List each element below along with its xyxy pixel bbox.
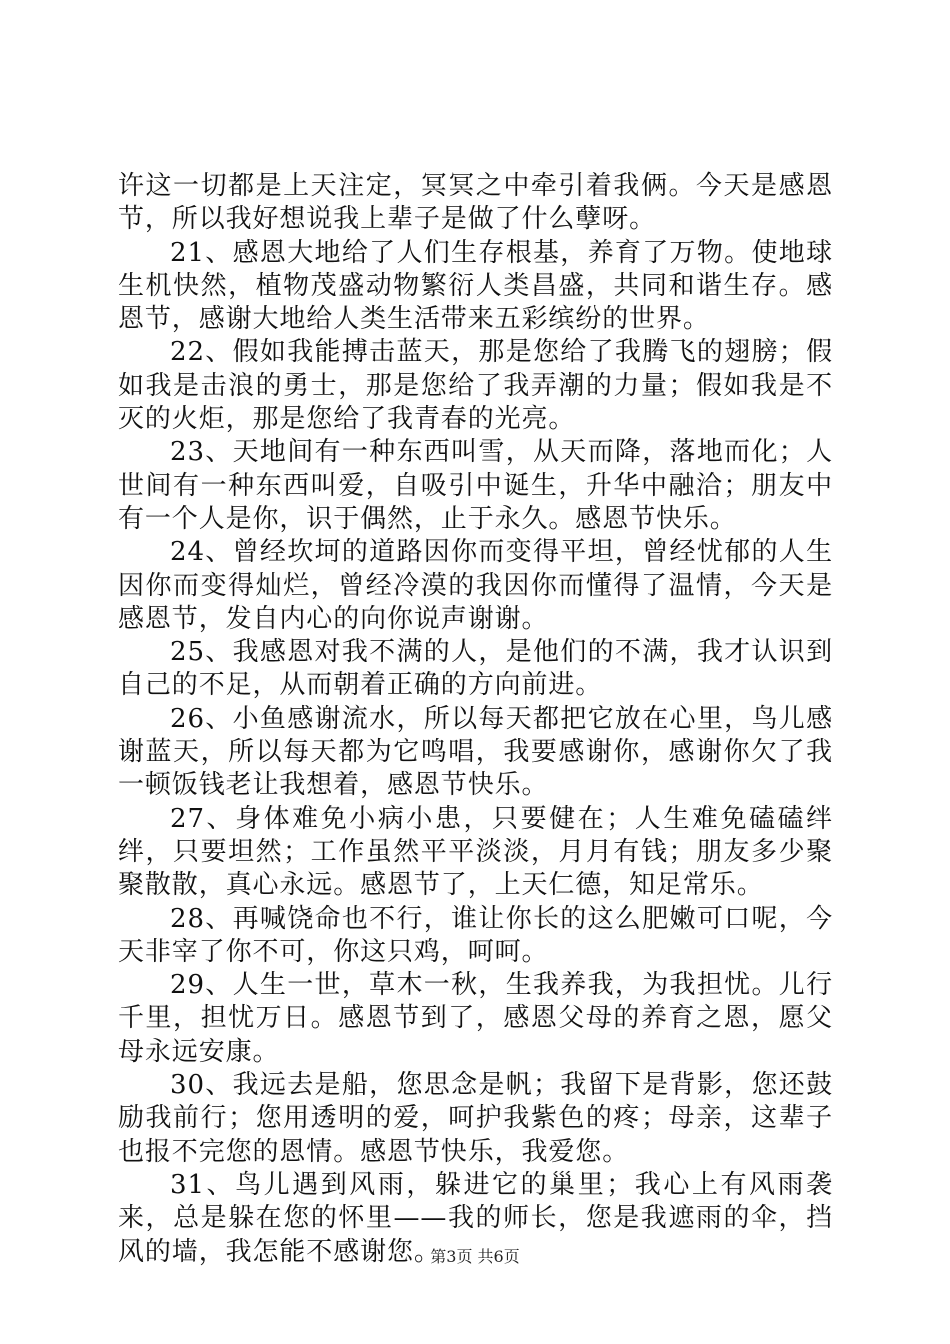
paragraph-23: 23、天地间有一种东西叫雪，从天而降，落地而化；人世间有一种东西叫爱，自吸引中诞生，升华中融洽；朋友中有一个人是你，识于偶然，止于永久。感恩节快乐。 [118, 437, 833, 534]
paragraph-21: 21、感恩大地给了人们生存根基，养育了万物。使地球生机快然，植物茂盛动物繁衍人类昌盛，共同和谐生存。感恩节，感谢大地给人类生活带来五彩缤纷的世界。 [118, 237, 833, 335]
paragraph-22: 22、假如我能搏击蓝天，那是您给了我腾飞的翅膀；假如我是击浪的勇士，那是您给了我弄潮的力量；假如我是不灭的火炬，那是您给了我青春的光亮。 [118, 337, 833, 435]
document-body [118, 170, 833, 1269]
paragraph-27: 27、身体难免小病小患，只要健在；人生难免磕磕绊绊，只要坦然；工作虽然平平淡淡，月月有钱；朋友多少聚聚散散，真心永远。感恩节了，上天仁德，知足常乐。 [118, 803, 833, 901]
paragraph-30: 30、我远去是船，您思念是帆；我留下是背影，您还鼓励我前行；您用透明的爱，呵护我紫色的疼；母亲，这辈子也报不完您的恩情。感恩节快乐，我爱您。 [118, 1070, 833, 1167]
paragraph-0: 许这一切都是上天注定，冥冥之中牵引着我俩。今天是感恩节，所以我好想说我上辈子是做了什么孽呀。 [118, 171, 833, 235]
paragraph-25: 25、我感恩对我不满的人，是他们的不满，我才认识到自己的不足，从而朝着正确的方向前进。 [118, 637, 833, 701]
paragraph-29: 29、人生一世，草木一秋，生我养我，为我担忧。儿行千里，担忧万日。感恩节到了，感恩父母的养育之恩，愿父母永远安康。 [118, 970, 833, 1067]
paragraph-28: 28、再喊饶命也不行，谁让你长的这么肥嫩可口呢，今天非宰了你不可，你这只鸡，呵呵。 [118, 903, 833, 967]
page-footer [0, 1244, 950, 1267]
paragraph-24: 24、曾经坎坷的道路因你而变得平坦，曾经忧郁的人生因你而变得灿烂，曾经冷漠的我因你而懂得了温情，今天是感恩节，发自内心的向你说声谢谢。 [118, 537, 833, 634]
paragraph-31: 31、鸟儿遇到风雨，躲进它的巢里；我心上有风雨袭来，总是躲在您的怀里——我的师长，您是我遮雨的伞，挡风的墙，我怎能不感谢您。 [118, 1169, 833, 1267]
page-number-label: 第3页 共6页 [430, 1247, 520, 1266]
paragraph-26: 26、小鱼感谢流水，所以每天都把它放在心里，鸟儿感谢蓝天，所以每天都为它鸣唱，我要感谢你，感谢你欠了我一顿饭钱老让我想着，感恩节快乐。 [118, 703, 833, 801]
